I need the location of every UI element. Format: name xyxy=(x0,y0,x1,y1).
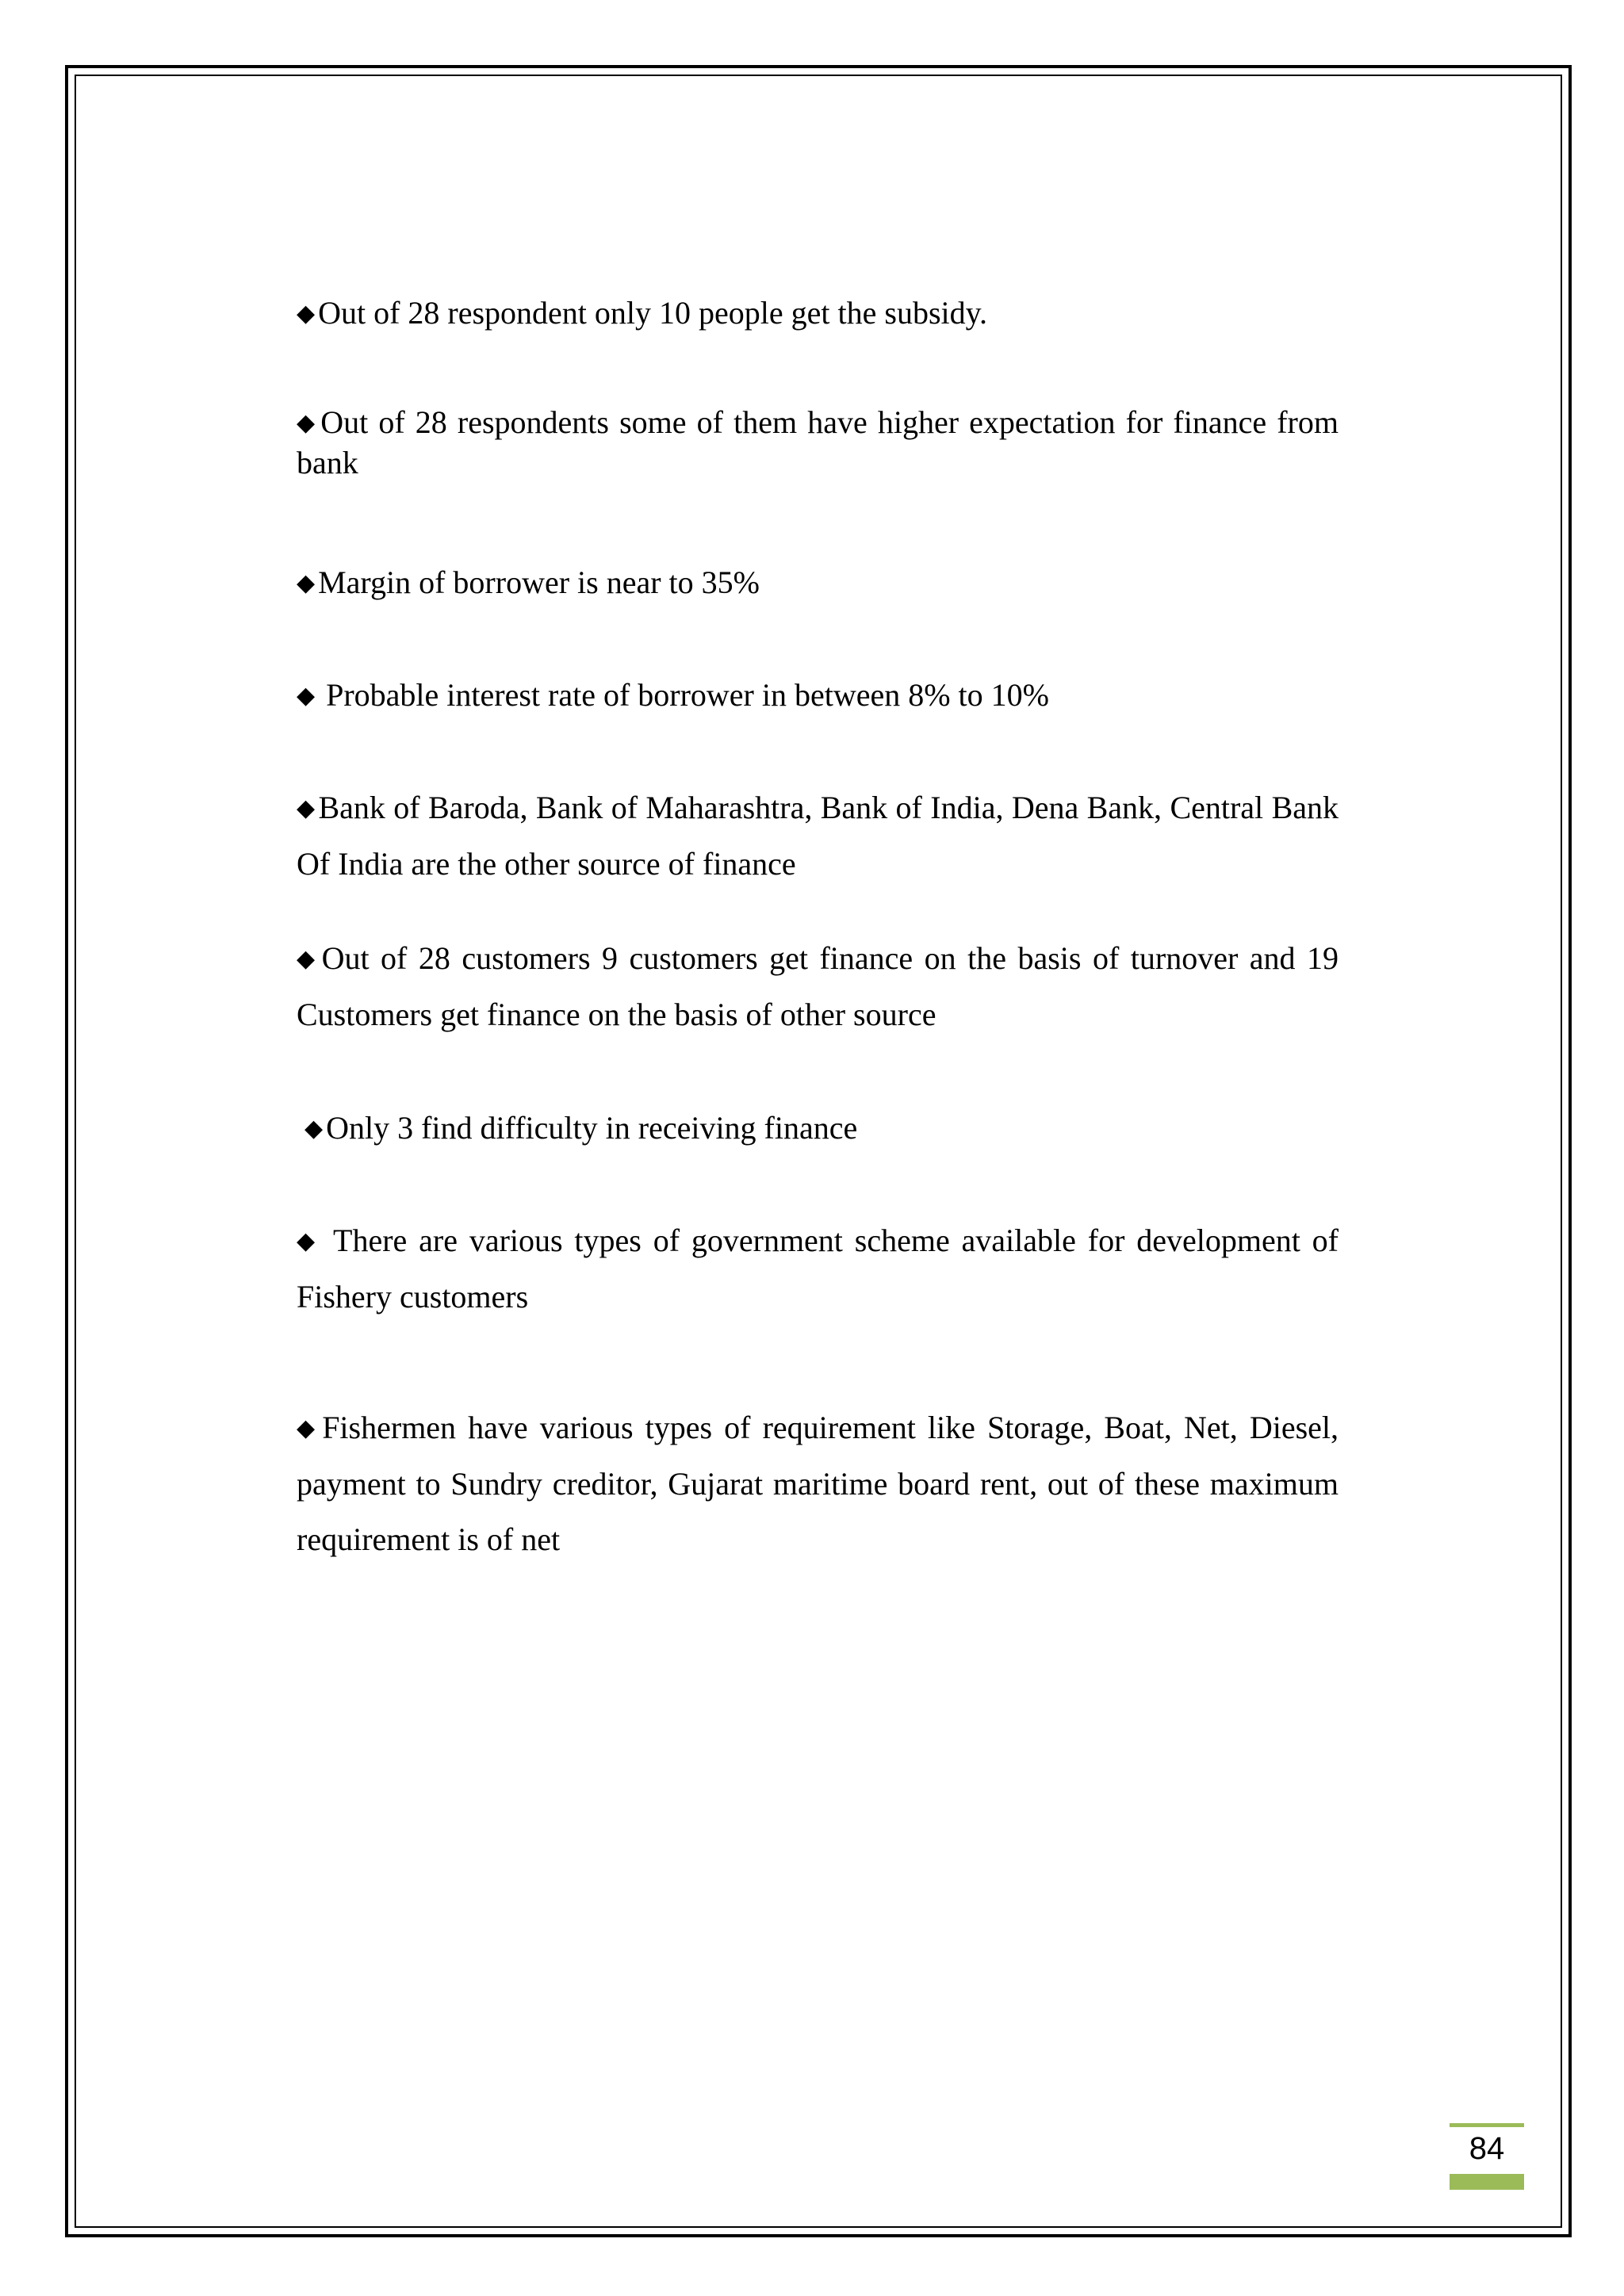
finding-text: Only 3 find difficulty in receiving finance xyxy=(326,1110,858,1146)
finding-text: Out of 28 respondents some of them have higher expectation for finance from bank xyxy=(297,404,1339,480)
finding-item xyxy=(297,1100,1339,1157)
finding-text: Out of 28 respondent only 10 people get the subsidy. xyxy=(318,295,988,331)
diamond-bullet-icon: ◆ xyxy=(297,300,316,327)
finding-item xyxy=(297,780,1339,892)
finding-text: Probable interest rate of borrower in between 8% to 10% xyxy=(326,677,1049,713)
diamond-bullet-icon: ◆ xyxy=(297,1227,319,1255)
finding-item xyxy=(297,931,1339,1043)
finding-text: Margin of borrower is near to 35% xyxy=(318,564,760,600)
page-number-accent-bar xyxy=(1450,2174,1524,2190)
finding-item xyxy=(297,403,1339,483)
finding-item xyxy=(297,668,1339,724)
page-number-top-rule xyxy=(1450,2123,1524,2127)
diamond-bullet-icon: ◆ xyxy=(297,1414,320,1442)
diamond-bullet-icon: ◆ xyxy=(304,1115,324,1142)
page-number-footer xyxy=(1450,2123,1524,2190)
diamond-bullet-icon: ◆ xyxy=(297,569,316,597)
finding-text: Out of 28 customers 9 customers get finance on the basis of turnover and 19 Customers get finance on the basis of other source xyxy=(297,940,1339,1032)
finding-text: There are various types of government scheme available for development of Fishery customers xyxy=(297,1223,1339,1314)
diamond-bullet-icon: ◆ xyxy=(297,945,319,973)
finding-text: Fishermen have various types of requirement like Storage, Boat, Net, Diesel, payment to Sundry creditor, Gujarat maritime board rent, out of these maximum requirement is of net xyxy=(297,1410,1339,1557)
finding-item xyxy=(297,1400,1339,1567)
diamond-bullet-icon: ◆ xyxy=(297,409,318,437)
diamond-bullet-icon: ◆ xyxy=(297,794,316,822)
page-number: 84 xyxy=(1469,2131,1505,2166)
finding-text: Bank of Baroda, Bank of Maharashtra, Bank of India, Dena Bank, Central Bank Of India are the other source of finance xyxy=(297,790,1339,882)
finding-item xyxy=(297,1213,1339,1325)
finding-item xyxy=(297,285,1339,342)
diamond-bullet-icon: ◆ xyxy=(297,682,316,710)
finding-item xyxy=(297,555,1339,611)
